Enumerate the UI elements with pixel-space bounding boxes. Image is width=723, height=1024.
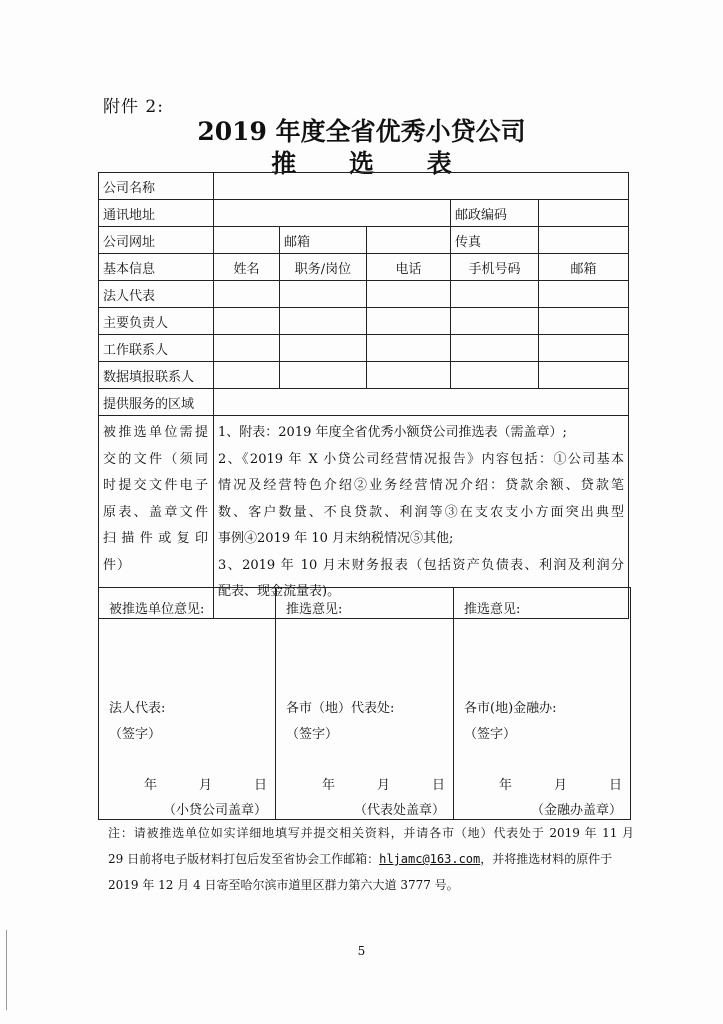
column-header: 电话 — [367, 254, 451, 281]
table-row — [99, 200, 629, 227]
seal-label: （代表处盖章） — [353, 803, 445, 818]
service-area-label: 提供服务的区域 — [99, 389, 214, 416]
column-header: 姓名 — [214, 254, 280, 281]
attachment-label: 附件 2: — [103, 97, 164, 117]
website-label: 公司网址 — [99, 227, 214, 254]
table-cell[interactable] — [367, 281, 451, 308]
required-documents-label: 被推选单位需提 交的文件（须同 时提交文件电子 原表、盖章文件 扫描件或复印 件） — [99, 416, 214, 619]
row-label: 法人代表 — [99, 281, 214, 308]
table-cell[interactable] — [367, 335, 451, 362]
table-cell[interactable] — [539, 281, 629, 308]
page-number: 5 — [357, 944, 366, 958]
table-row — [99, 308, 629, 335]
table-cell[interactable] — [451, 281, 539, 308]
table-cell[interactable] — [451, 335, 539, 362]
table-row — [99, 389, 629, 416]
signature-label: （签字） — [109, 727, 162, 742]
table-cell[interactable] — [539, 335, 629, 362]
table-row — [99, 227, 629, 254]
table-cell[interactable] — [214, 281, 280, 308]
address-field[interactable] — [214, 200, 451, 227]
postcode-label: 邮政编码 — [451, 200, 539, 227]
nomination-form-table — [98, 172, 629, 619]
opinion-heading: 推选意见: — [464, 602, 521, 617]
table-row — [99, 173, 629, 200]
service-area-field[interactable] — [214, 389, 629, 416]
table-cell[interactable] — [214, 362, 280, 389]
table-cell[interactable] — [280, 335, 367, 362]
seal-label: （小贷公司盖章） — [162, 803, 267, 818]
opinion-role: 法人代表: — [109, 701, 166, 716]
row-label: 工作联系人 — [99, 335, 214, 362]
table-row — [99, 281, 629, 308]
column-header: 手机号码 — [451, 254, 539, 281]
table-cell[interactable] — [280, 308, 367, 335]
opinion-role: 各市(地)金融办: — [464, 701, 557, 716]
note-line-3: 2019 年 12 月 4 日寄至哈尔滨市道里区群力第六大道 3777 号。 — [108, 878, 459, 892]
association-email-link[interactable]: hljamc@163.com — [379, 852, 481, 866]
seal-label: （金融办盖章） — [530, 803, 622, 818]
scan-edge-divider — [6, 930, 7, 1010]
opinion-heading: 推选意见: — [286, 602, 343, 617]
website-field[interactable] — [214, 227, 280, 254]
column-header: 邮箱 — [539, 254, 629, 281]
fax-field[interactable] — [539, 227, 629, 254]
table-cell[interactable] — [539, 308, 629, 335]
date-line: 年 月 日 — [498, 778, 622, 793]
document-title: 2019 年度全省优秀小贷公司 — [197, 117, 526, 146]
document-subtitle: 推 选 表 — [271, 149, 474, 178]
table-row — [99, 362, 629, 389]
table-cell[interactable] — [451, 308, 539, 335]
postcode-field[interactable] — [539, 200, 629, 227]
opinion-role: 各市（地）代表处: — [286, 701, 395, 716]
company-name-field[interactable] — [214, 173, 629, 200]
signature-label: （签字） — [464, 727, 517, 742]
table-cell[interactable] — [451, 362, 539, 389]
table-cell[interactable] — [367, 362, 451, 389]
table-row — [99, 335, 629, 362]
note-line-1: 注：请被推选单位如实详细地填写并提交相关资料，并请各市（地）代表处于 2019 年 11 月 — [108, 826, 634, 840]
address-label: 通讯地址 — [99, 200, 214, 227]
table-cell[interactable] — [280, 362, 367, 389]
table-cell[interactable] — [214, 308, 280, 335]
table-cell[interactable] — [280, 281, 367, 308]
financial-office-opinion-box[interactable] — [453, 587, 631, 820]
email-field[interactable] — [367, 227, 451, 254]
table-cell[interactable] — [367, 308, 451, 335]
nominee-opinion-box[interactable] — [98, 587, 276, 820]
date-line: 年 月 日 — [143, 778, 267, 793]
table-cell[interactable] — [214, 335, 280, 362]
table-row — [99, 254, 629, 281]
fax-label: 传真 — [451, 227, 539, 254]
row-label: 主要负责人 — [99, 308, 214, 335]
signature-label: （签字） — [286, 727, 339, 742]
required-documents-content: 1、附表：2019 年度全省优秀小额贷公司推选表（需盖章）; 2、《2019 年 X 小贷公司经营情况报告》内容包括：①公司基本 情况及经营特色介绍②业务经营情况介绍：贷款余额、贷款笔 数、客户数量、不良贷款、利润等③在支农支小方面突出典型 事例④2019 年 10 月末纳税情况⑤其他; 3、2019 年 10 月末财务报表（包括资产负债表、利润及利润分 配表、现金流量表)。 — [214, 416, 629, 619]
email-label: 邮箱 — [280, 227, 367, 254]
note-line-2: 29 日前将电子版材料打包后发至省协会工作邮箱：hljamc@163.com，并将推选材料的原件于 — [108, 852, 613, 866]
company-name-label: 公司名称 — [99, 173, 214, 200]
date-line: 年 月 日 — [321, 778, 445, 793]
basic-info-label: 基本信息 — [99, 254, 214, 281]
column-header: 职务/岗位 — [280, 254, 367, 281]
row-label: 数据填报联系人 — [99, 362, 214, 389]
table-cell[interactable] — [539, 362, 629, 389]
representative-office-opinion-box[interactable] — [275, 587, 454, 820]
opinion-heading: 被推选单位意见: — [109, 602, 205, 617]
